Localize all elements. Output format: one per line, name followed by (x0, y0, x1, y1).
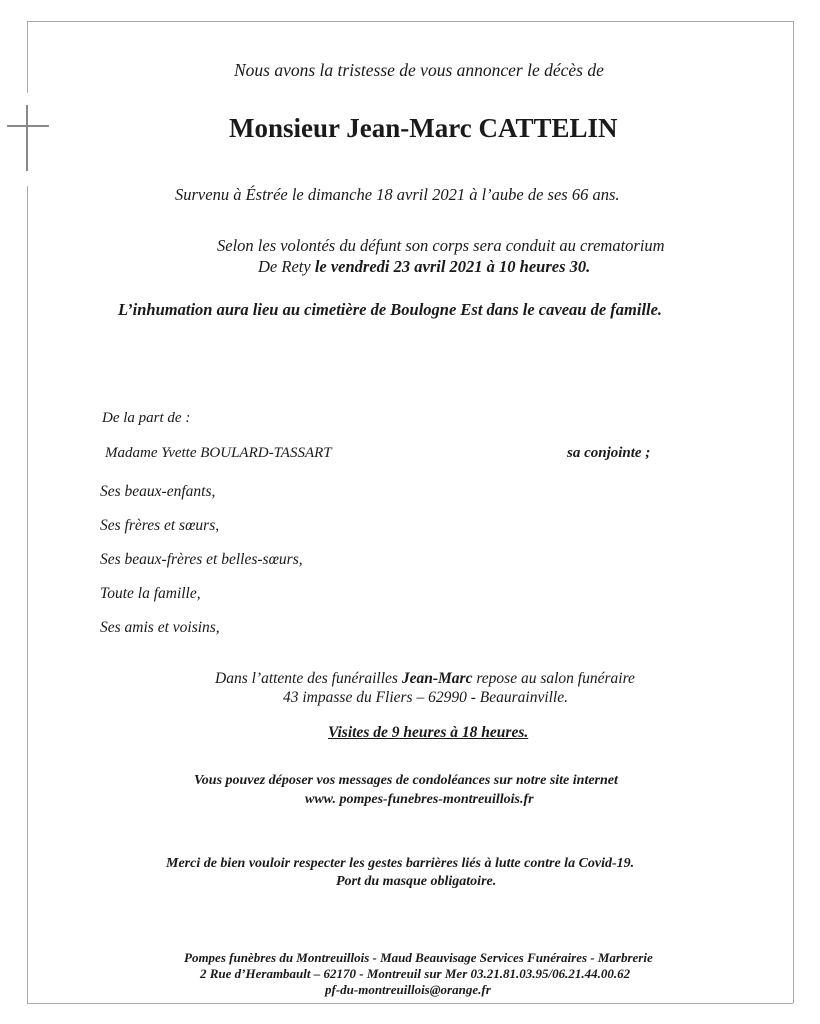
footer-address: 2 Rue d’Herambault – 62170 - Montreuil sur Mer 03.21.81.03.95/06.21.44.00.62 (200, 966, 631, 981)
condolences-line1: Vous pouvez déposer vos messages de condoléances sur notre site internet (194, 773, 618, 788)
intro-text: Nous avons la tristesse de vous annoncer le décès de (234, 60, 604, 80)
ceremony-line2 (258, 257, 590, 277)
ceremony-date: le vendredi 23 avril 2021 à 10 heures 30. (314, 257, 591, 276)
viewing-name: Jean-Marc (401, 670, 473, 687)
ceremony-line1: Selon les volontés du défunt son corps sera conduit au crematorium (217, 236, 665, 255)
viewing-line1 (215, 670, 635, 688)
condolences-website: www. pompes-funebres-montreuillois.fr (305, 792, 534, 807)
covid-line1: Merci de bien vouloir respecter les gestes barrières liés à lutte contre la Covid-19. (166, 856, 635, 871)
ceremony-place: De Rety (258, 257, 315, 276)
family-item: Toute la famille, (100, 585, 201, 602)
viewing-text: Dans l’attente des funérailles (215, 670, 402, 687)
page-frame-left (27, 186, 28, 1003)
family-item: Ses amis et voisins, (100, 619, 220, 636)
footer-company: Pompes funèbres du Montreuillois - Maud Beauvisage Services Funéraires - Marbrerie (184, 950, 653, 965)
page-frame-left (27, 21, 28, 93)
footer-email: pf-du-montreuillois@orange.fr (325, 982, 491, 997)
family-item: Ses frères et sœurs, (100, 517, 220, 534)
cross-vertical (26, 105, 28, 171)
spouse-relation: sa conjointe ; (567, 445, 651, 461)
family-item: Ses beaux-frères et belles-sœurs, (100, 551, 303, 568)
family-item: Ses beaux-enfants, (100, 483, 216, 500)
viewing-text: repose au salon funéraire (472, 670, 635, 687)
deceased-name: Monsieur Jean-Marc CATTELIN (229, 113, 618, 143)
cross-horizontal (7, 125, 49, 127)
spouse-name: Madame Yvette BOULARD-TASSART (105, 445, 332, 461)
page-frame-right (793, 21, 794, 1003)
viewing-address: 43 impasse du Fliers – 62990 - Beaurainville. (283, 689, 568, 706)
page-frame-bottom (27, 1003, 793, 1004)
page-frame-top (27, 21, 793, 22)
from-label: De la part de : (102, 410, 191, 426)
covid-line2: Port du masque obligatoire. (336, 874, 497, 889)
visiting-hours: Visites de 9 heures à 18 heures. (328, 724, 529, 741)
death-info: Survenu à Éstrée le dimanche 18 avril 2021 à l’aube de ses 66 ans. (175, 185, 620, 204)
burial-info: L’inhumation aura lieu au cimetière de Boulogne Est dans le caveau de famille. (118, 300, 663, 319)
